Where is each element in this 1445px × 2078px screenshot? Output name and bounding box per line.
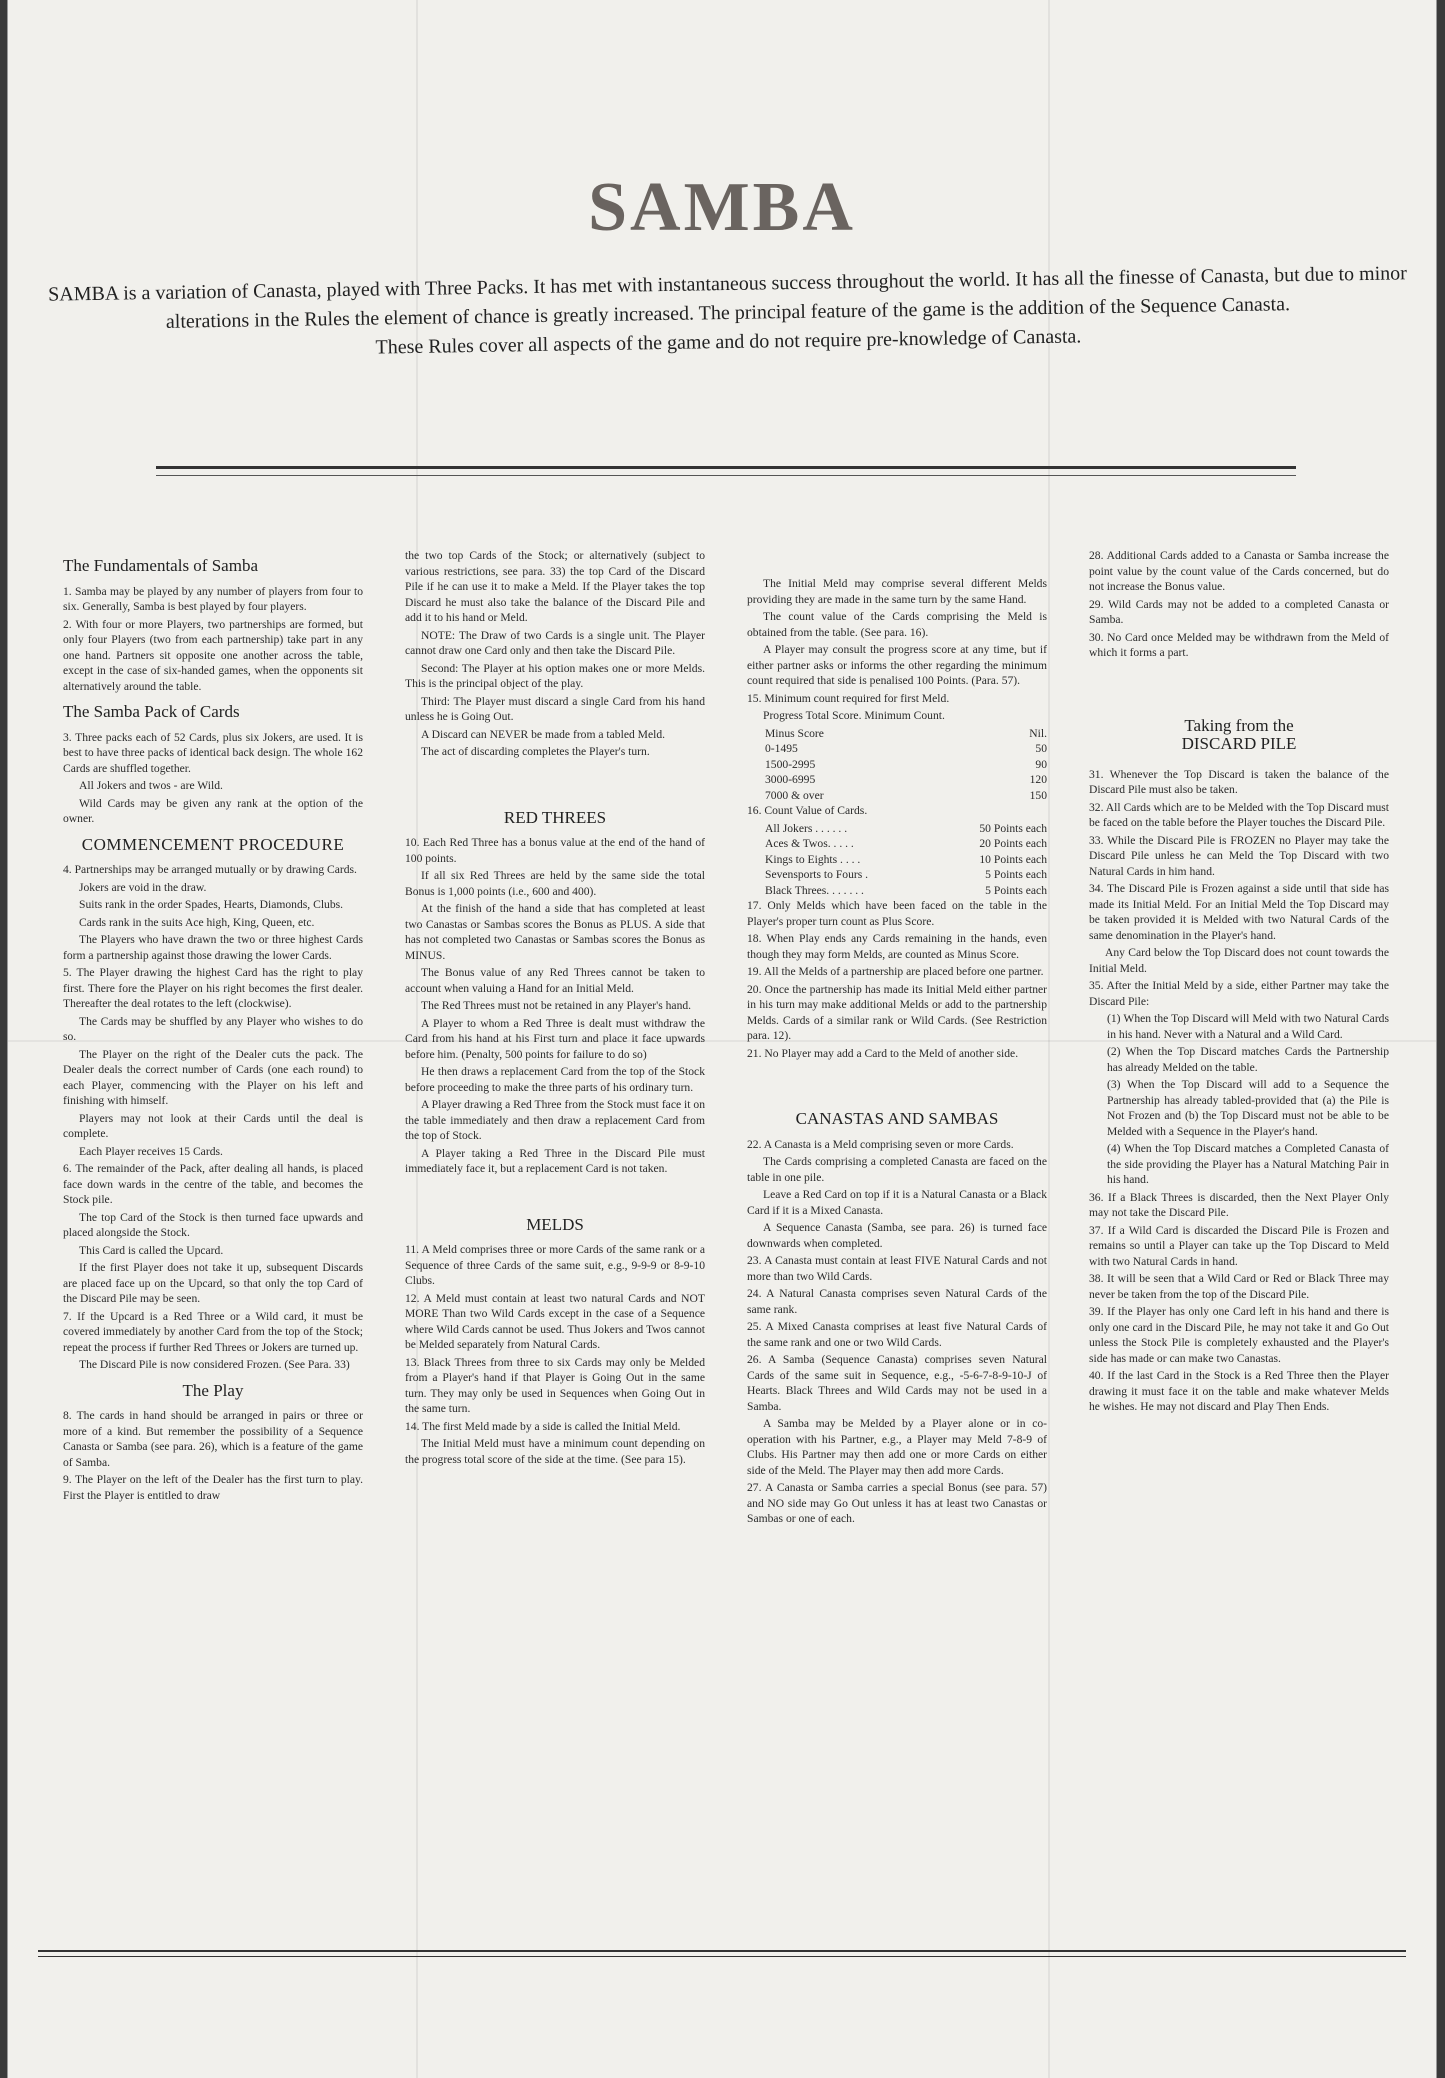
rule-20: 20. Once the partnership has made its Initial Meld either partner in his turn may make additional Melds or add to the partnership Melds. Cards of a similar rank or Wild Cards. (See Restriction para. 12). (747, 982, 1047, 1042)
rule-38: 38. It will be seen that a Wild Card or Red or Black Three may never be taken from the top of the Discard Pile. (1089, 1272, 1389, 1301)
rule-35-1: (1) When the Top Discard will Meld with two Natural Cards in his hand. Never with a Natural and a Wild Card. (1107, 1012, 1389, 1041)
rules-columns (63, 548, 1403, 1908)
column-4 (1089, 548, 1389, 1908)
rule-24: 24. A Natural Canasta comprises seven Natural Cards of the same rank. (747, 1287, 1047, 1316)
rule-4d: The Players who have drawn the two or three highest Cards form a partnership against those drawing the lower Cards. (63, 933, 363, 962)
table-row: Kings to Eights . . . . 10 Points each (765, 852, 1047, 866)
rule-3a: All Jokers and twos - are Wild. (79, 779, 223, 792)
rule-5a: The Cards may be shuffled by any Player who wishes to do so. (63, 1014, 363, 1043)
rule-9: 9. The Player on the left of the Dealer has the first turn to play. First the Player is entitled to draw (63, 1473, 363, 1502)
rule-34a: Any Card below the Top Discard does not count towards the Initial Meld. (1089, 946, 1389, 975)
rule-10g: A Player drawing a Red Three from the Stock must face it on the table immediately and then draw a replacement Card from the top of Stock. (405, 1098, 705, 1142)
rule-40: 40. If the last Card in the Stock is a Red Three then the Player drawing it must face it on the table and make whatever Melds he wishes. He may not discard and Play Then Ends. (1089, 1369, 1389, 1413)
rule-6a: The top Card of the Stock is then turned face upwards and placed alongside the Stock. (63, 1210, 363, 1239)
rule-5c: Players may not look at their Cards until the deal is complete. (63, 1111, 363, 1140)
heading-play: The Play (182, 1380, 244, 1400)
bottom-divider (38, 1956, 1406, 1957)
rule-32: 32. All Cards which are to be Melded with the Top Discard must be faced on the table before the Player touches the Discard Pile. (1089, 800, 1389, 829)
rule-26a: A Samba may be Melded by a Player alone or in co-operation with his Partner, e.g., a Player may Meld 7-8-9 of Clubs. His Partner may then add one or more Cards on either side of the Meld. The Player may then add more Cards. (747, 1417, 1047, 1477)
intro (47, 259, 1408, 367)
rule-9-cont: the two top Cards of the Stock; or alternatively (subject to various restrictions, see para. 33) the top Card of the Discard Pile if he can use it to make a Meld. If the Player takes the top Discard he must also take the balance of the Discard Pile and add it to his hand or Meld. (405, 549, 705, 624)
rule-note: NOTE: The Draw of two Cards is a single unit. The Player cannot draw one Card only and then take the Discard Pile. (405, 628, 705, 657)
rule-6b: This Card is called the Upcard. (79, 1243, 224, 1257)
column-1 (63, 548, 363, 1908)
heading-red-threes: RED THREES (503, 807, 607, 827)
rule-4b: Suits rank in the order Spades, Hearts, Diamonds, Clubs. (79, 898, 344, 911)
column-3 (747, 548, 1047, 1908)
rule-initial-meld: The Initial Meld may comprise several different Melds providing they are made in the same turn by the same Hand. (747, 577, 1047, 606)
rule-33: 33. While the Discard Pile is FROZEN no Player may take the Discard Pile unless he can Meld the Top Discard with two Natural Cards in him hand. (1089, 833, 1389, 878)
rule-35: 35. After the Initial Meld by a side, either Partner may take the Discard Pile: (1089, 979, 1389, 1008)
page-title: SAMBA (588, 169, 856, 246)
heading-melds: MELDS (526, 1214, 584, 1234)
rule-31: 31. Whenever the Top Discard is taken the balance of the Discard Pile must also be taken. (1089, 767, 1389, 796)
rule-22c: A Sequence Canasta (Samba, see para. 26) is turned face downwards when completed. (747, 1221, 1047, 1250)
rule-10f: He then draws a replacement Card from the top of the Stock before proceeding to make the three parts of his ordinary turn. (405, 1065, 705, 1094)
rule-28: 28. Additional Cards added to a Canasta or Samba increase the point value by the count value of the Cards concerned, but do not increase the Bonus value. (1089, 549, 1389, 593)
rule-7: 7. If the Upcard is a Red Three or a Wild card, it must be covered immediately by another Card from the top of the Stock; repeat the process if further Red Threes or Jokers are turned up. (63, 1309, 363, 1354)
rule-1: 1. Samba may be played by any number of players from four to six. Generally, Samba is best played by four players. (63, 584, 363, 613)
table-15 (747, 726, 1047, 804)
rule-12: 12. A Meld must contain at least two natural Cards and NOT MORE Than two Wild Cards except in the case of a Sequence where Wild Cards cannot be used. Thus Jokers and Twos cannot be Melded separately from Natural Cards. (405, 1291, 705, 1351)
table-row: 7000 & over 150 (765, 788, 1047, 802)
table-row: 1500-2995 90 (765, 757, 1047, 771)
rule-5b: The Player on the right of the Dealer cuts the pack. The Dealer deals the correct number of Cards (one each round) to each Player, commencing with the Player on his left and finishing with himself. (63, 1047, 363, 1107)
rule-30: 30. No Card once Melded may be withdrawn from the Meld of which it forms a part. (1089, 630, 1389, 659)
rule-3: 3. Three packs each of 52 Cards, plus six Jokers, are used. It is best to have three packs of identical back design. The whole 162 Cards are shuffled together. (63, 730, 363, 775)
rule-19: 19. All the Melds of a partnership are placed before one partner. (747, 965, 1044, 978)
rule-14: 14. The first Meld made by a side is called the Initial Meld. (405, 1419, 681, 1433)
bottom-divider (38, 1950, 1406, 1952)
rule-3b: Wild Cards may be given any rank at the option of the owner. (63, 796, 363, 825)
rule-10a: If all six Red Threes are held by the same side the total Bonus is 1,000 points (i.e., 600 and 400). (405, 869, 705, 898)
rule-13: 13. Black Threes from three to six Cards may only be Melded from a Player's hand if that Player is Going Out in the same turn. They may only be used in Sequences when Going Out in the same turn. (405, 1355, 705, 1415)
heading-pack: The Samba Pack of Cards (63, 702, 240, 721)
rule-10b: At the finish of the hand a side that has completed at least two Canastas or Sambas scores the Bonus as PLUS. A side that has not completed two Canastas or Sambas scores the Bonus as MINUS. (405, 902, 705, 962)
divider (156, 475, 1296, 476)
rule-discard: A Discard can NEVER be made from a tabled Meld. (421, 727, 666, 741)
rule-second: Second: The Player at his option makes one or more Melds. This is the principal object of the play. (405, 661, 705, 690)
rule-6: 6. The remainder of the Pack, after dealing all hands, is placed face down wards in the centre of the table, and becomes the Stock pile. (63, 1162, 363, 1206)
rule-2: 2. With four or more Players, two partnerships are formed, but only four Players (two from each partnership) take part in any one hand. Partners sit opposite one another across the table, except in the case of six-handed games, when the opponents sit alternatively around the table. (63, 617, 363, 693)
rule-17: 17. Only Melds which have been faced on the table in the Player's proper turn count as Plus Score. (747, 899, 1047, 928)
rule-11: 11. A Meld comprises three or more Cards of the same rank or a Sequence of three Cards of the same suit, e.g., 9-9-9 or 8-9-10 Clubs. (405, 1243, 705, 1287)
table-row: Black Threes. . . . . . . 5 Points each (765, 883, 1047, 897)
rule-15: 15. Minimum count required for first Meld. (747, 691, 950, 705)
rule-34: 34. The Discard Pile is Frozen against a side until that side has made its Initial Meld. For an Initial Meld the Top Discard may be taken provided it is Melded with two Natural Cards of the same denomination in the Player's hand. (1089, 882, 1389, 942)
table-row: 0-1495 50 (765, 742, 1047, 755)
intro-note: These Rules cover all aspects of the game and do not require pre-knowledge of Canasta. (375, 325, 1082, 359)
rule-16: 16. Count Value of Cards. (747, 804, 868, 817)
heading-canastas: CANASTAS AND SAMBAS (795, 1109, 999, 1128)
rule-6c: If the first Player does not take it up, subsequent Discards are placed face up on the Upcard, so that only the top Card of the Discard Pile may be seen. (63, 1261, 363, 1305)
heading-commencement: COMMENCEMENT PROCEDURE (81, 834, 345, 854)
rules-sheet (8, 0, 1436, 2078)
rule-14a: The Initial Meld must have a minimum count depending on the progress total score of the side at the time. (See para 15). (405, 1437, 705, 1466)
rule-35-3: (3) When the Top Discard will add to a Sequence the Partnership has already tabled-provided that (a) the Pile is Not Frozen and (b) the Top Discard must not be able to be Melded with a Sequence in the Player's hand. (1107, 1078, 1389, 1138)
rule-36: 36. If a Black Threes is discarded, then the Next Player Only may not take the Discard Pile. (1089, 1190, 1389, 1219)
rule-7a: The Discard Pile is now considered Frozen. (See Para. 33) (79, 1358, 350, 1371)
rule-22a: The Cards comprising a completed Canasta are faced on the table in one pile. (747, 1155, 1047, 1184)
rule-third: Third: The Player must discard a single Card from his hand unless he is Going Out. (405, 694, 705, 723)
rule-8: 8. The cards in hand should be arranged in pairs or three or more of a kind. But remember the possibility of a Sequence Canasta or Samba (see para. 26), which is a feature of the game of Samba. (63, 1409, 363, 1469)
rule-10h: A Player taking a Red Three in the Discard Pile must immediately face it, but a replacement Card is not taken. (405, 1146, 705, 1175)
heading-taking-line1: Taking from the (1184, 715, 1294, 735)
table-15-header: Progress Total Score. Minimum Count. (763, 709, 945, 722)
rule-4a: Jokers are void in the draw. (79, 880, 207, 894)
rule-count-value: The count value of the Cards comprising the Meld is obtained from the table. (See para. 16). (747, 610, 1047, 639)
table-row: Sevensports to Fours . 5 Points each (765, 868, 1047, 881)
table-row: Aces & Twos. . . . . 20 Points each (765, 837, 1047, 850)
rule-5: 5. The Player drawing the highest Card has the right to play first. There fore the Player on his right becomes the first dealer. Thereafter the deal rotates to the left (clockwise). (63, 966, 363, 1010)
rule-10: 10. Each Red Three has a bonus value at the end of the hand of 100 points. (405, 836, 705, 865)
heading-fundamentals: The Fundamentals of Samba (63, 556, 258, 575)
table-row: 3000-6995 120 (765, 773, 1047, 786)
rule-35-4: (4) When the Top Discard matches a Completed Canasta of the side providing the Player has a Natural Matching Pair in his hand. (1107, 1142, 1389, 1186)
rule-29: 29. Wild Cards may not be added to a completed Canasta or Samba. (1089, 597, 1389, 626)
divider (156, 466, 1296, 469)
rule-25: 25. A Mixed Canasta comprises at least five Natural Cards of the same rank and one or two Wild Cards. (747, 1320, 1047, 1349)
rule-10d: The Red Threes must not be retained in any Player's hand. (421, 999, 692, 1012)
rule-26: 26. A Samba (Sequence Canasta) comprises seven Natural Cards of the same suit in Sequence, e.g., -5-6-7-8-9-10-J of Hearts. Black Threes and Wild Cards may not be used in a Samba. (747, 1353, 1047, 1413)
table-16 (747, 821, 1047, 899)
rule-10e: A Player to whom a Red Three is dealt must withdraw the Card from his hand at his First turn and place it face upwards before him. (Penalty, 500 points for failure to do so) (405, 1016, 705, 1061)
table-row: Minus Score Nil. (765, 726, 1047, 740)
rule-22b: Leave a Red Card on top if it is a Natural Canasta or a Black Card if it is a Mixed Canasta. (747, 1188, 1047, 1217)
rule-turn-end: The act of discarding completes the Player's turn. (421, 745, 650, 758)
rule-4: 4. Partnerships may be arranged mutually or by drawing Cards. (63, 863, 357, 876)
rule-22: 22. A Canasta is a Meld comprising seven or more Cards. (747, 1137, 1014, 1151)
rule-23: 23. A Canasta must contain at least FIVE Natural Cards and not more than two Wild Cards. (747, 1254, 1047, 1283)
heading-taking (1089, 717, 1389, 753)
rule-5d: Each Player receives 15 Cards. (79, 1144, 223, 1158)
rule-27: 27. A Canasta or Samba carries a special Bonus (see para. 57) and NO side may Go Out unless it has at least two Canastas or Sambas or one of each. (747, 1481, 1047, 1525)
rule-10c: The Bonus value of any Red Threes cannot be taken to account when valuing a Hand for an Initial Meld. (405, 966, 705, 995)
heading-taking-line2: DISCARD PILE (1181, 733, 1297, 753)
rule-39: 39. If the Player has only one Card left in his hand and there is only one card in the Discard Pile, he may not take it and Go Out unless the Stock Pile is completely exhausted and the Player's side has made or can make two Canastas. (1089, 1305, 1389, 1365)
intro-text: SAMBA is a variation of Canasta, played with Three Packs. It has met with instantaneous success throughout the world. It has all the finesse of Canasta, but due to minor alterations in the Rules the element of chance is greatly increased. The principal feature of the game is the addition of the Sequence Canasta. (48, 262, 1408, 333)
rule-4c: Cards rank in the suits Ace high, King, Queen, etc. (79, 915, 315, 929)
rule-35-2: (2) When the Top Discard matches Cards the Partnership has already Melded on the table. (1107, 1045, 1389, 1074)
rule-18: 18. When Play ends any Cards remaining in the hands, even though they may form Melds, are counted as Minus Score. (747, 932, 1047, 961)
table-row: All Jokers . . . . . . 50 Points each (765, 821, 1047, 835)
rule-21: 21. No Player may add a Card to the Meld of another side. (747, 1046, 1019, 1060)
rule-37: 37. If a Wild Card is discarded the Discard Pile is Frozen and remains so until a Player can take up the Top Discard to Meld with two Natural Cards in hand. (1089, 1223, 1389, 1268)
rule-progress: A Player may consult the progress score at any time, but if either partner asks or informs the other regarding the minimum count required that side is penalised 100 Points. (Para. 57). (747, 643, 1047, 687)
column-2 (405, 548, 705, 1908)
